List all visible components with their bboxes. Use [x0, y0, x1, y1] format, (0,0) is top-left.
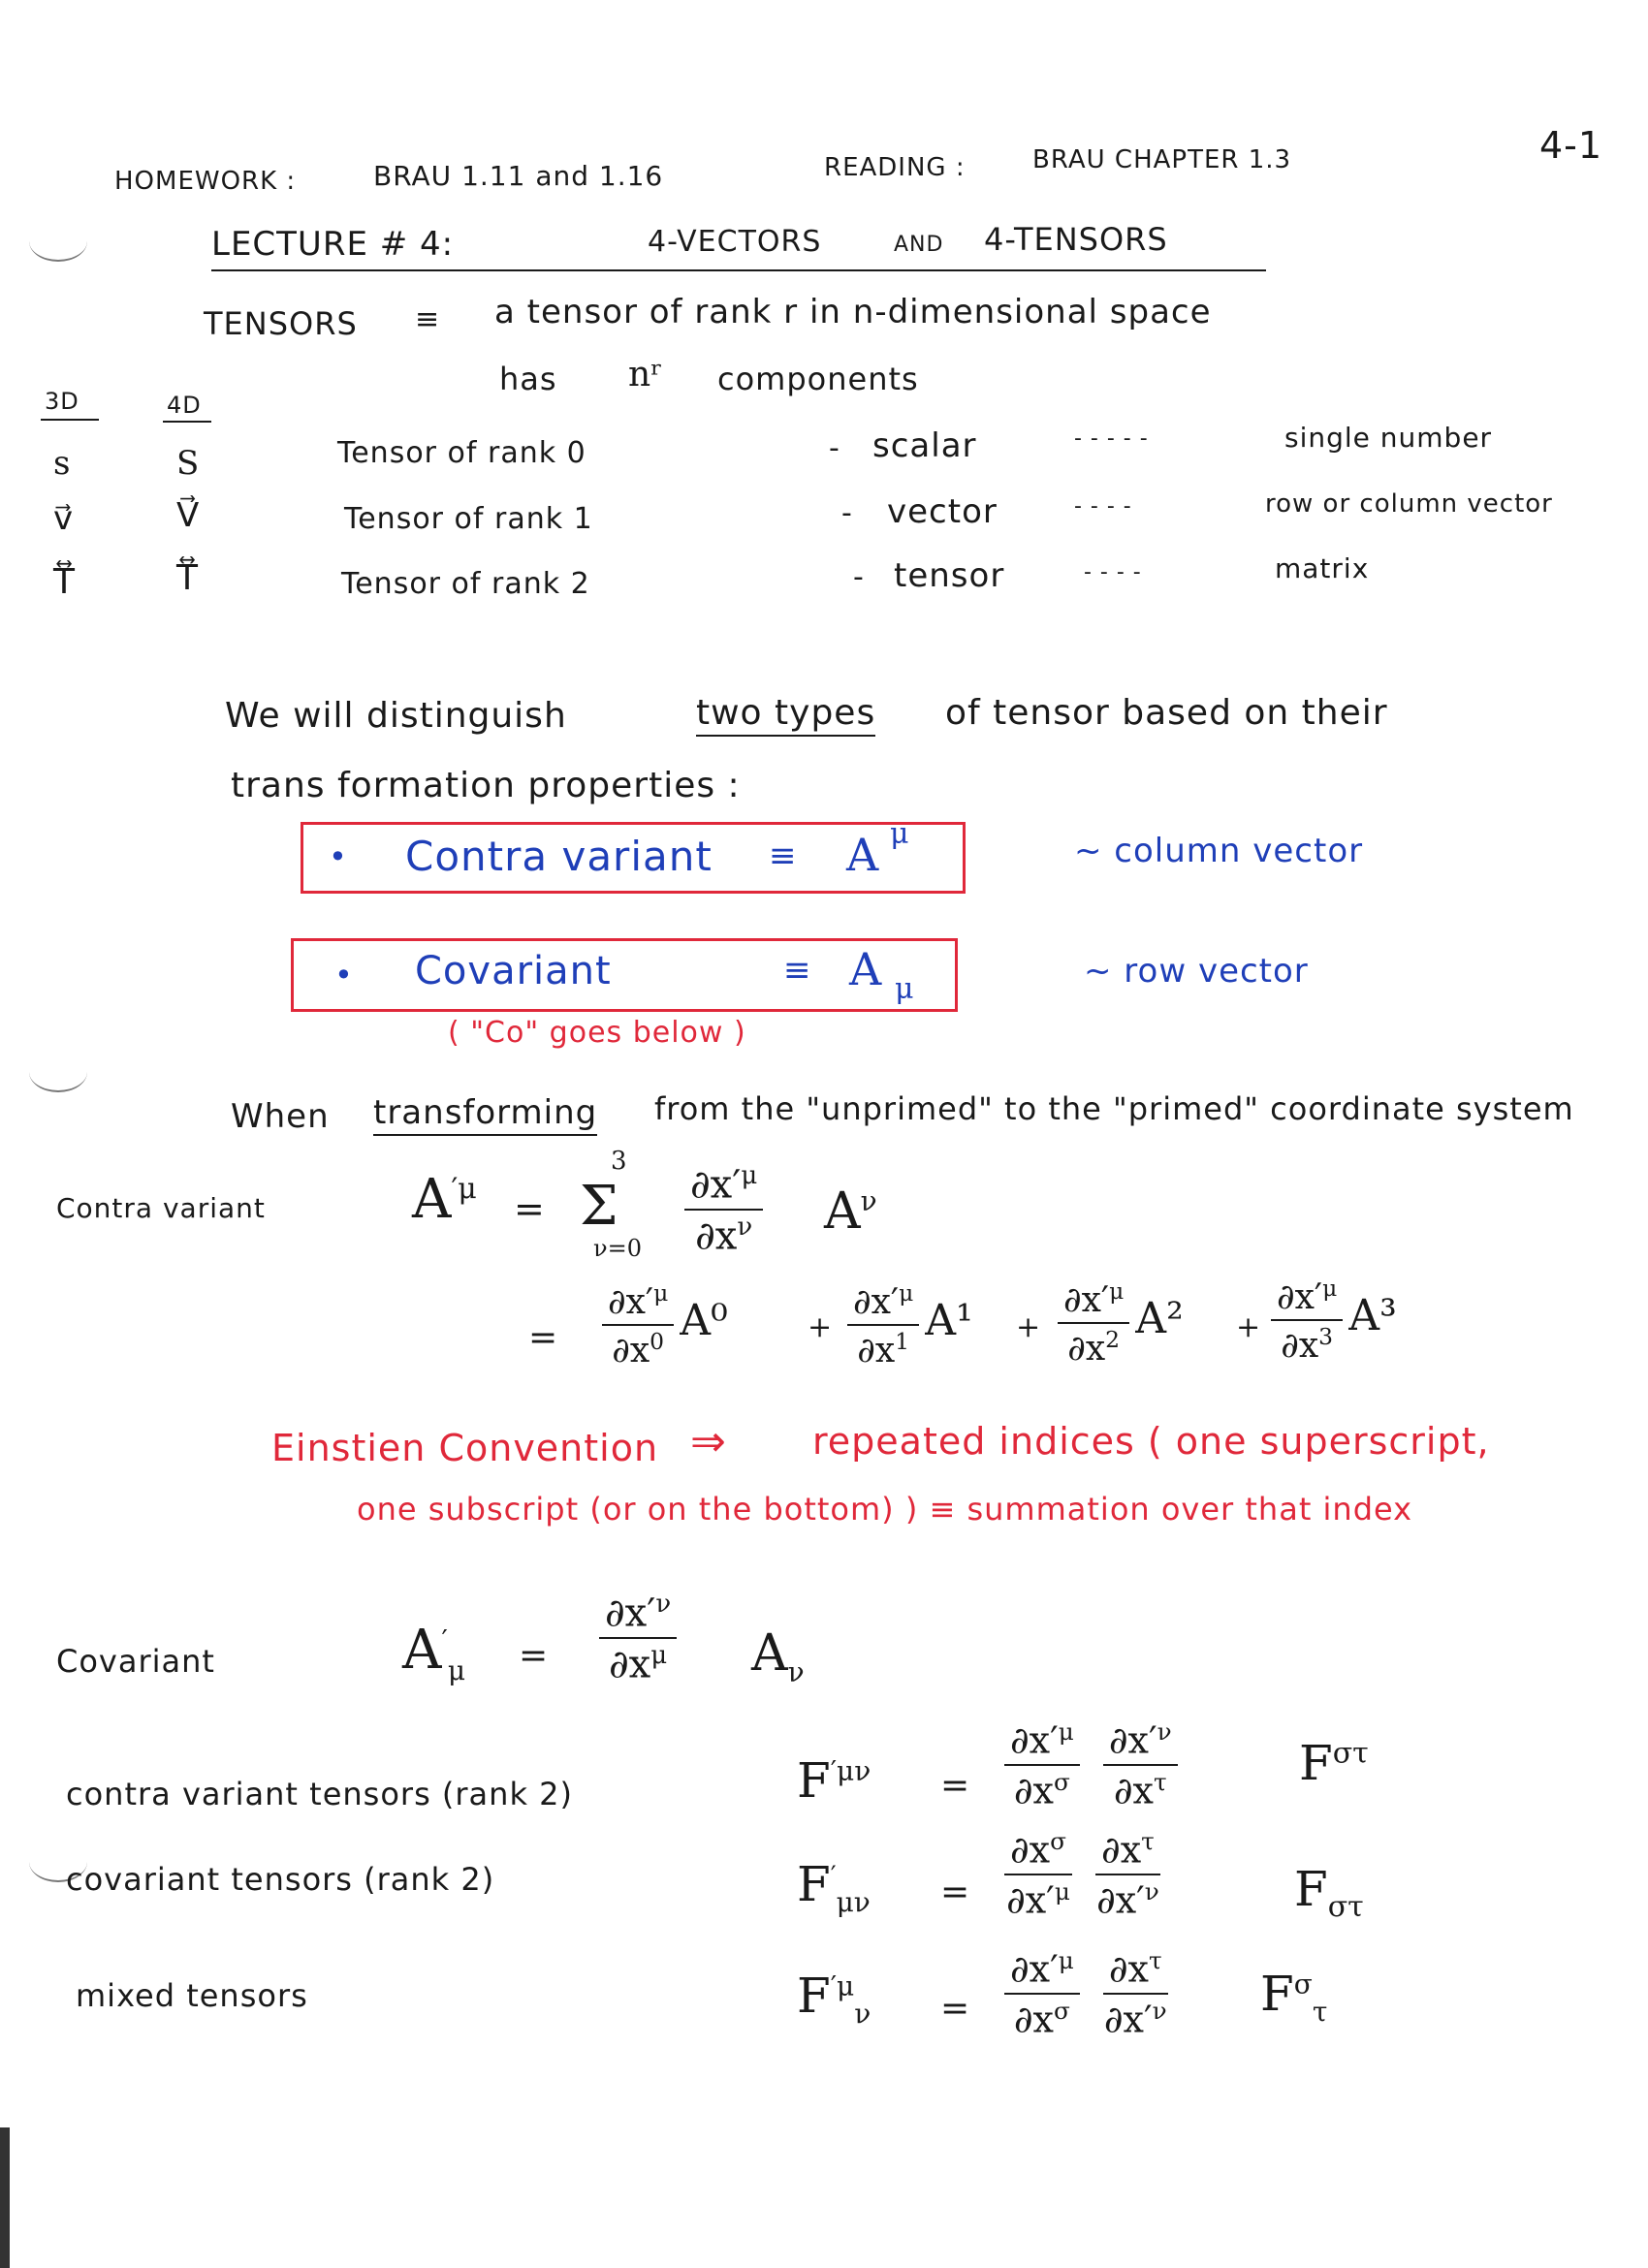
- contravariant-index: μ: [890, 817, 909, 851]
- covariant-hint: ( "Co" goes below ): [448, 1016, 746, 1050]
- rank-0-kind: scalar: [872, 426, 977, 465]
- tensor-3d-symbol: T⃡: [53, 562, 75, 602]
- transform-line-b: from the "unprimed" to the "primed" coordinate system: [654, 1090, 1574, 1127]
- covariant-symbol: A: [849, 943, 882, 995]
- expansion-term-1: $\frac{\partial x'^\mu}{\partial x^1}$ A¹: [841, 1279, 973, 1370]
- rank-2-desc: matrix: [1275, 552, 1370, 584]
- contravariant-bullet: •: [329, 838, 347, 875]
- mixed-tensor-lhs: $F^{'\mu}_\nu$: [797, 1968, 872, 2030]
- contravariant-equiv: ≡: [769, 836, 797, 875]
- scan-edge: [0, 2127, 10, 2268]
- contravariant-transform-label: Contra variant: [56, 1192, 266, 1224]
- contra-partial-fraction: $\frac{\partial x'^\mu}{\partial x^\nu}$: [679, 1161, 769, 1259]
- contra-tensor-lhs: $F^{'\mu\nu}$: [797, 1752, 872, 1809]
- lecture-label: LECTURE # 4:: [211, 225, 455, 264]
- rank-2-dots: - - - -: [1084, 560, 1142, 584]
- binder-hole: [29, 1052, 87, 1092]
- cov-tensor-equals: =: [940, 1873, 970, 1912]
- types-intro-b: of tensor based on their: [945, 693, 1388, 733]
- vector-4d-symbol: V⃗: [176, 496, 200, 535]
- sum-symbol: Σ: [580, 1175, 618, 1238]
- rank-1-dots: - - - -: [1074, 494, 1132, 519]
- contra-tensor-equals: =: [940, 1766, 970, 1806]
- reading-value: BRAU CHAPTER 1.3: [1032, 145, 1292, 174]
- rank-2-label: Tensor of rank 2: [341, 567, 590, 601]
- contravariant-symbol: A: [846, 829, 879, 881]
- covariant-bullet: •: [334, 957, 353, 993]
- tensor-4d-symbol: T⃡: [176, 558, 198, 598]
- sum-lower: ν=0: [593, 1235, 642, 1262]
- einstein-line1: repeated indices ( one superscript,: [812, 1420, 1490, 1463]
- covariant-label: Covariant: [415, 949, 612, 993]
- covariant-note: ~ row vector: [1084, 952, 1309, 991]
- has-word: has: [499, 361, 557, 397]
- plus-2: +: [1016, 1310, 1041, 1344]
- tensor-definition: a tensor of rank r in n-dimensional space: [494, 293, 1212, 331]
- types-intro-line2: trans formation properties :: [231, 766, 741, 805]
- rank-1-kind: vector: [887, 492, 998, 531]
- rank-1-dash: -: [841, 496, 853, 530]
- n-to-r: nʳ: [628, 355, 663, 394]
- cov-partial-fraction: $\frac{\partial x'^\nu}{\partial x^\mu}$: [593, 1590, 682, 1687]
- expansion-equals: =: [528, 1318, 558, 1358]
- cov-tensor-label: covariant tensors (rank 2): [66, 1861, 495, 1898]
- types-intro-underlined: two types: [696, 693, 875, 737]
- contra-tensor-fractions: $\frac{\partial x'^\mu}{\partial x^\sigma}$ $\frac{\partial x'^\nu}{\partial x^\tau}$: [998, 1717, 1184, 1811]
- contra-equals: =: [514, 1187, 545, 1230]
- expansion-term-2: $\frac{\partial x'^\mu}{\partial x^2}$ A²: [1052, 1277, 1184, 1369]
- types-intro-a: We will distinguish: [225, 696, 567, 736]
- components-word: components: [717, 361, 919, 397]
- einstein-label: Einstien Convention: [271, 1427, 659, 1469]
- covariant-box: [291, 938, 958, 1012]
- rank-2-kind: tensor: [894, 556, 1005, 595]
- scalar-3d-symbol: s: [53, 444, 71, 483]
- expansion-term-3: $\frac{\partial x'^\mu}{\partial x^3}$ A³: [1265, 1275, 1397, 1366]
- mixed-tensor-equals: =: [940, 1989, 970, 2029]
- lecture-title-part2: 4-TENSORS: [984, 221, 1168, 258]
- transform-line-a: When: [231, 1097, 330, 1136]
- page-number: 4-1: [1539, 124, 1603, 167]
- rank-0-label: Tensor of rank 0: [337, 436, 586, 470]
- rank-1-desc: row or column vector: [1265, 489, 1553, 519]
- rank-0-dash: -: [829, 431, 840, 465]
- cov-tensor-rhs: $F_{\sigma\tau}$: [1294, 1861, 1364, 1924]
- einstein-arrow: ⇒: [690, 1417, 726, 1466]
- rank-2-dash: -: [853, 560, 865, 594]
- lecture-title-and: AND: [894, 233, 944, 257]
- contra-tensor-label: contra variant tensors (rank 2): [66, 1776, 573, 1812]
- col-3d-header: 3D: [45, 388, 79, 415]
- cov-tensor-lhs: $F'_{\mu\nu}$: [797, 1856, 871, 1918]
- homework-value: BRAU 1.11 and 1.16: [373, 160, 664, 192]
- scalar-4d-symbol: S: [176, 444, 200, 483]
- rank-1-label: Tensor of rank 1: [344, 502, 593, 536]
- col-4d-header: 4D: [167, 392, 202, 419]
- mixed-tensor-label: mixed tensors: [76, 1977, 308, 2014]
- einstein-line2: one subscript (or on the bottom) ) ≡ summation over that index: [357, 1491, 1413, 1528]
- reading-label: READING :: [824, 153, 966, 182]
- cov-rhs: $A_\nu$: [751, 1624, 805, 1688]
- title-underline: [211, 269, 1266, 271]
- rank-0-desc: single number: [1284, 422, 1493, 454]
- transform-line-underlined: transforming: [373, 1093, 597, 1136]
- mixed-tensor-rhs: $F^\sigma_\tau$: [1260, 1966, 1328, 2028]
- lecture-title-part1: 4-VECTORS: [648, 225, 822, 259]
- tensors-equiv: ≡: [415, 302, 441, 336]
- contravariant-label: Contra variant: [405, 833, 713, 880]
- plus-1: +: [808, 1310, 833, 1344]
- sum-upper: 3: [611, 1147, 627, 1176]
- tensors-label: TENSORS: [204, 305, 358, 342]
- contravariant-note: ~ column vector: [1074, 832, 1364, 870]
- contra-tensor-rhs: $F^{\sigma\tau}$: [1299, 1735, 1369, 1791]
- contra-rhs: $A^\nu$: [824, 1182, 877, 1241]
- covariant-transform-label: Covariant: [56, 1643, 215, 1680]
- rank-0-dots: - - - - -: [1074, 426, 1149, 451]
- vector-3d-symbol: v⃗: [53, 499, 74, 538]
- mixed-tensor-fractions: $\frac{\partial x'^\mu}{\partial x^\sigma}$ $\frac{\partial x^\tau}{\partial x'^\nu}$: [998, 1946, 1174, 2040]
- homework-label: HOMEWORK :: [114, 167, 297, 196]
- binder-hole: [29, 221, 87, 262]
- covariant-index: μ: [895, 972, 914, 1006]
- contra-lhs: $A^{'\mu}$: [412, 1168, 477, 1231]
- cov-tensor-fractions: $\frac{\partial x^\sigma}{\partial x'^\mu}$ $\frac{\partial x^\tau}{\partial x'^\nu}$: [998, 1827, 1166, 1921]
- covariant-equiv: ≡: [783, 951, 811, 990]
- cov-lhs: $A'_\mu$: [402, 1619, 466, 1687]
- contravariant-box: [301, 817, 966, 894]
- plus-3: +: [1236, 1310, 1261, 1344]
- cov-equals: =: [519, 1636, 549, 1676]
- expansion-term-0: $\frac{\partial x'^\mu}{\partial x^0}$ A⁰: [596, 1279, 728, 1370]
